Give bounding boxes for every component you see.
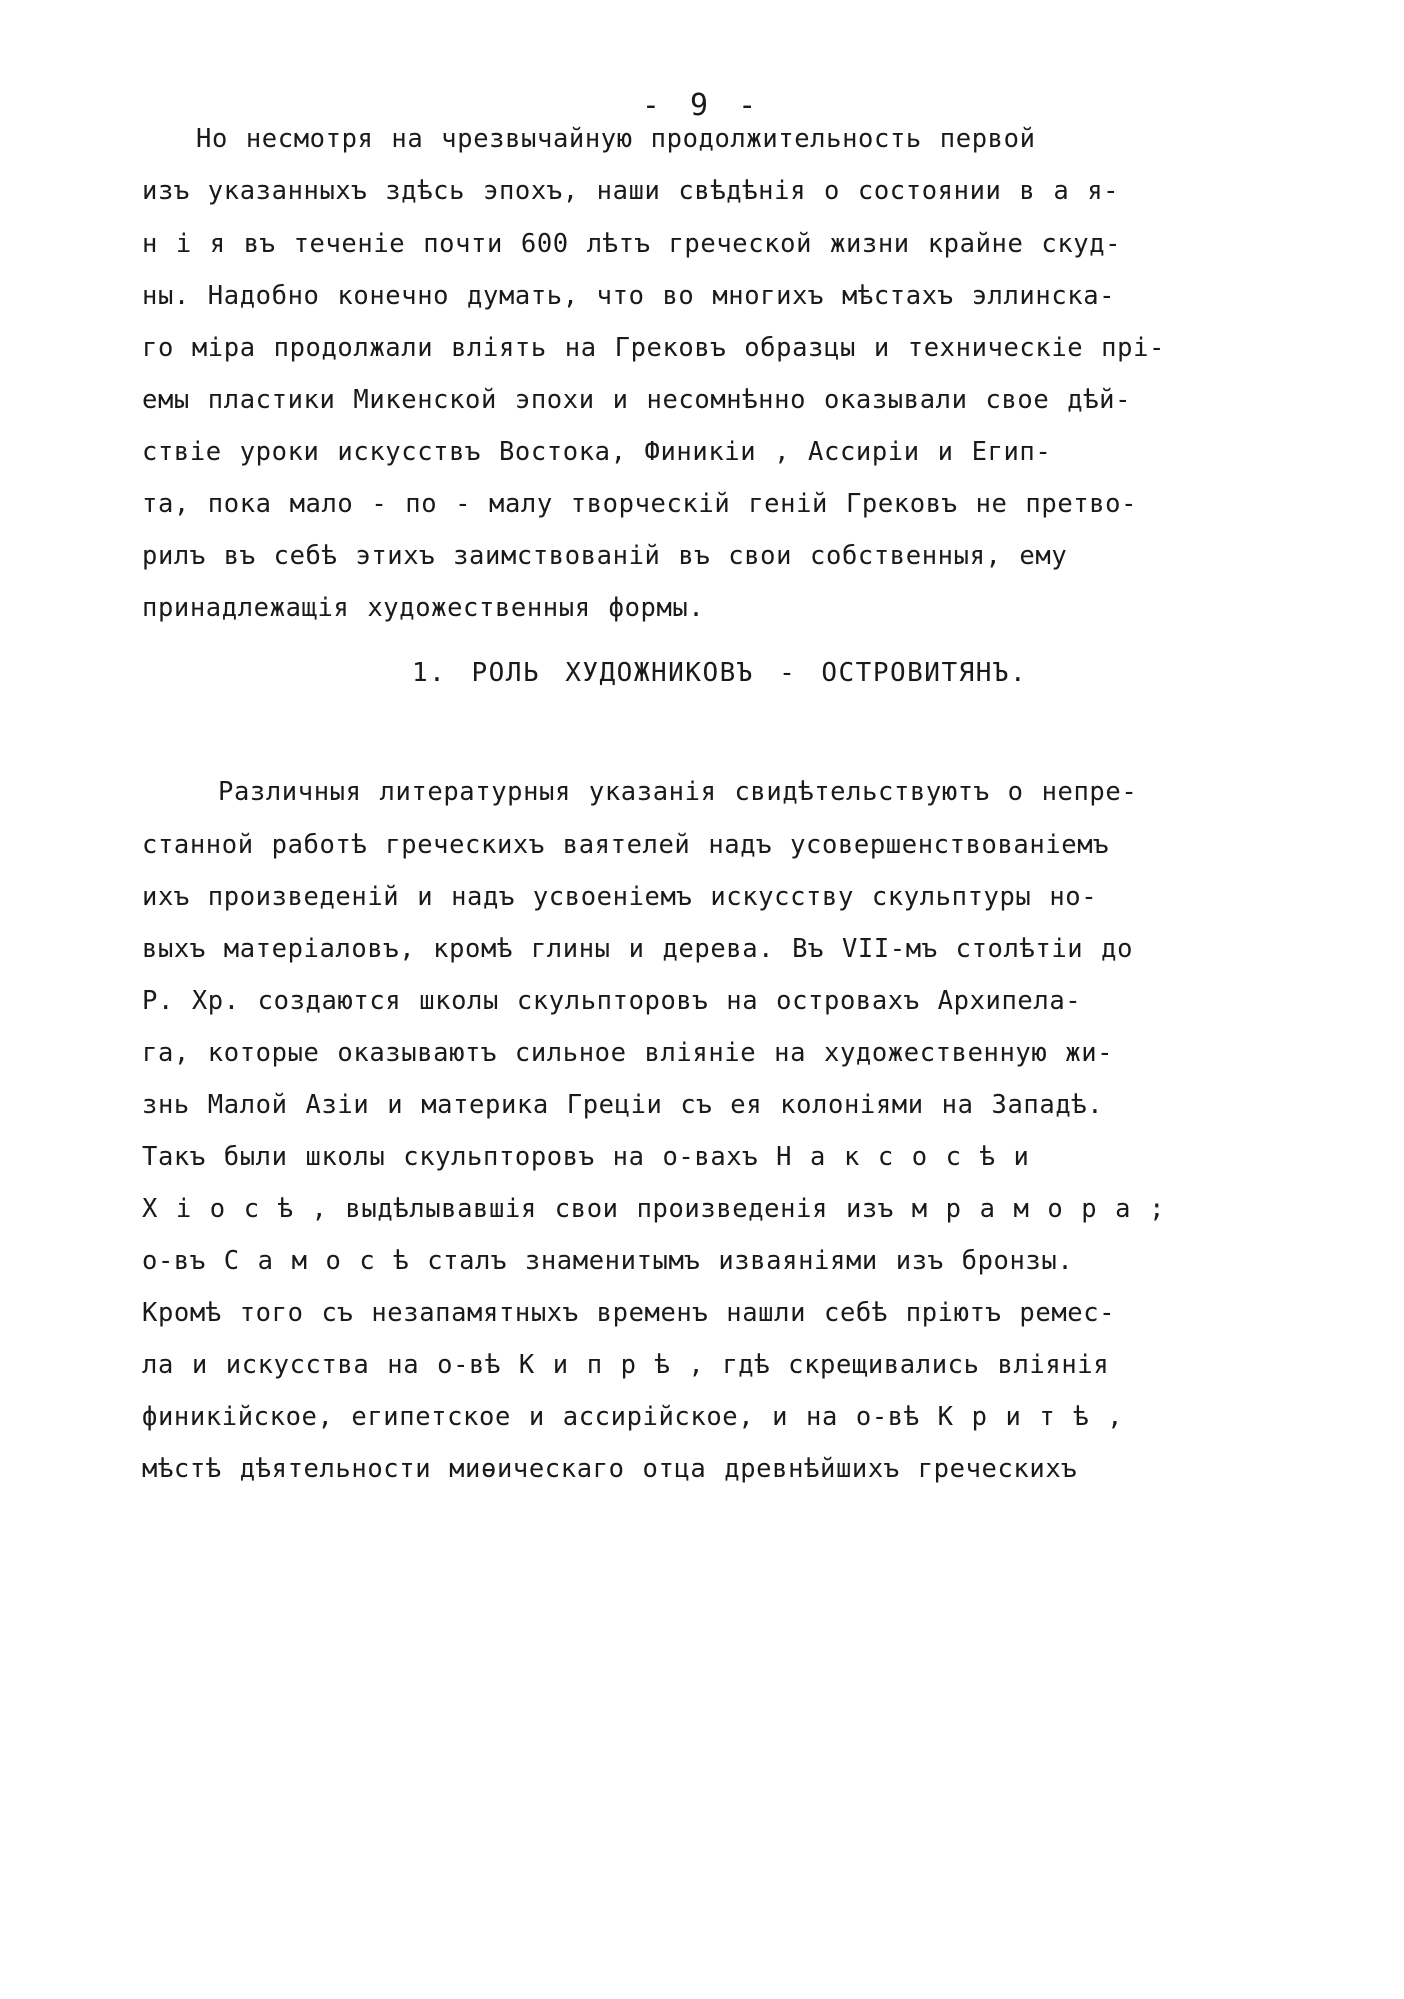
text-line: н і я въ теченіе почти 600 лѣтъ греческой жизни крайне скуд- — [142, 229, 1122, 259]
text-line: ла и искусства на о-вѣ К и п р ѣ , гдѣ скрещивались вліянія — [142, 1350, 1110, 1380]
text-line: Такъ были школы скульпторовъ на о-вахъ Н а к с о с ѣ и — [142, 1142, 1030, 1172]
text-line: ихъ произведеній и надъ усвоеніемъ искусству скульптуры но- — [142, 882, 1098, 912]
text-line: выхъ матеріаловъ, кромѣ глины и дерева. Въ VII-мъ столѣтіи до — [142, 934, 1134, 964]
text-line: Р. Хр. создаются школы скульпторовъ на островахъ Архипела- — [142, 986, 1082, 1016]
text-line: Х і о с ѣ , выдѣлывавшія свои произведенія изъ м р а м о р а ; — [142, 1194, 1166, 1224]
text-line: финикійское, египетское и ассирійское, и на о-вѣ К р и т ѣ , — [142, 1402, 1124, 1432]
text-line: ствіе уроки искусствъ Востока, Финикіи , Ассиріи и Егип- — [142, 437, 1052, 467]
text-line: Но несмотря на чрезвычайную продолжительность первой — [196, 124, 1036, 154]
text-line: знь Малой Азіи и материка Греціи съ ея колоніями на Западѣ. — [142, 1090, 1104, 1120]
text-line: Различныя литературныя указанія свидѣтельствуютъ о непре- — [218, 777, 1138, 807]
text-line: мѣстѣ дѣятельности миѳическаго отца древнѣйшихъ греческихъ — [142, 1454, 1078, 1484]
text-line: рилъ въ себѣ этихъ заимствованій въ свои собственныя, ему — [142, 541, 1068, 571]
text-line: станной работѣ греческихъ ваятелей надъ усовершенствованіемъ — [142, 830, 1110, 860]
page-number: - 9 - — [641, 88, 763, 123]
text-line: та, пока мало - по - малу творческій геній Грековъ не претво- — [142, 489, 1138, 519]
text-line: го міра продолжали вліять на Грековъ образцы и техническіе прі- — [142, 333, 1165, 363]
text-line: ны. Надобно конечно думать, что во многихъ мѣстахъ эллинска- — [142, 281, 1116, 311]
text-line: изъ указанныхъ здѣсь эпохъ, наши свѣдѣнія о состоянии в а я- — [142, 176, 1120, 206]
text-line: емы пластики Микенской эпохи и несомнѣнно оказывали свое дѣй- — [142, 385, 1132, 415]
text-line: га, которые оказываютъ сильное вліяніе на художественную жи- — [142, 1038, 1114, 1068]
text-line: о-въ С а м о с ѣ сталъ знаменитымъ изваяніями изъ бронзы. — [142, 1246, 1074, 1276]
text-line: принадлежащія художественныя формы. — [142, 593, 705, 623]
text-line: Кромѣ того съ незапамятныхъ временъ нашли себѣ пріютъ ремес- — [142, 1298, 1116, 1328]
section-heading: 1. РОЛЬ ХУДОЖНИКОВЪ - ОСТРОВИТЯНЪ. — [412, 658, 1028, 688]
